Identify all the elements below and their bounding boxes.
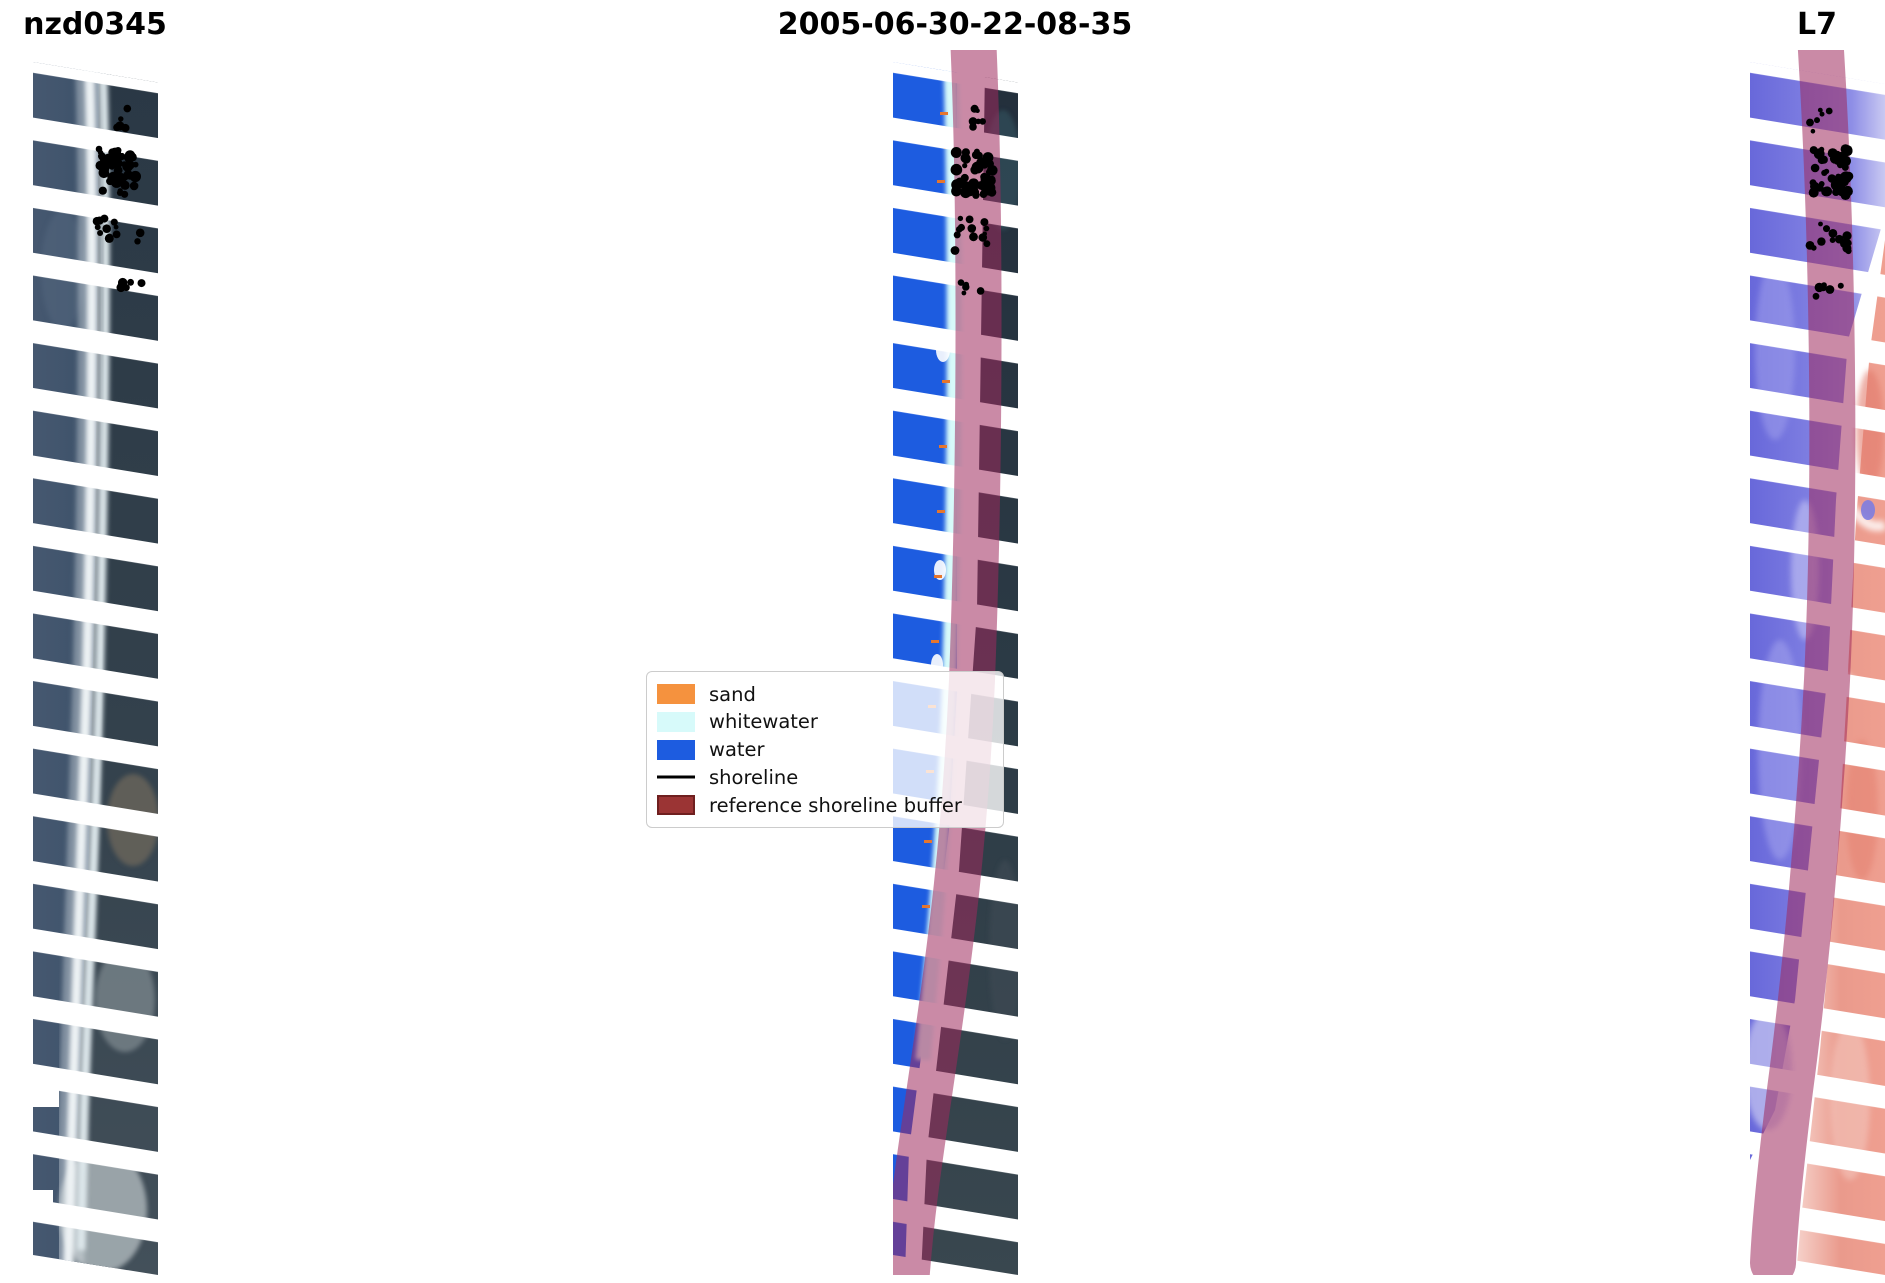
legend-swatch-sand	[657, 684, 695, 704]
legend-item-shoreline	[657, 764, 993, 790]
rgb-image	[33, 50, 158, 1275]
legend-swatch-water	[657, 740, 695, 760]
classified-image	[893, 50, 1018, 1275]
mndwi-image	[1750, 50, 1885, 1275]
legend-label: sand	[709, 682, 756, 706]
legend-item-whitewater	[657, 709, 993, 735]
legend-item-sand	[657, 681, 993, 707]
panel-mndwi	[1750, 50, 1885, 1279]
legend	[646, 671, 1004, 828]
legend-swatch-whitewater	[657, 712, 695, 732]
panel-title-satellite: L7	[1797, 7, 1837, 42]
legend-item-water	[657, 737, 993, 763]
legend-item-reference-buffer	[657, 792, 993, 818]
legend-swatch-shoreline	[657, 767, 695, 787]
panel-rgb	[33, 50, 158, 1279]
legend-swatch-reference-buffer	[657, 795, 695, 815]
panel-classified	[893, 50, 1018, 1279]
legend-label: shoreline	[709, 765, 799, 789]
legend-label: whitewater	[709, 710, 818, 734]
panel-title-date: 2005-06-30-22-08-35	[777, 7, 1133, 42]
legend-label: water	[709, 738, 765, 761]
legend-label: reference shoreline buffer	[709, 793, 962, 817]
cloud-patch	[36, 1271, 140, 1275]
panel-title-sitename: nzd0345	[23, 7, 167, 42]
